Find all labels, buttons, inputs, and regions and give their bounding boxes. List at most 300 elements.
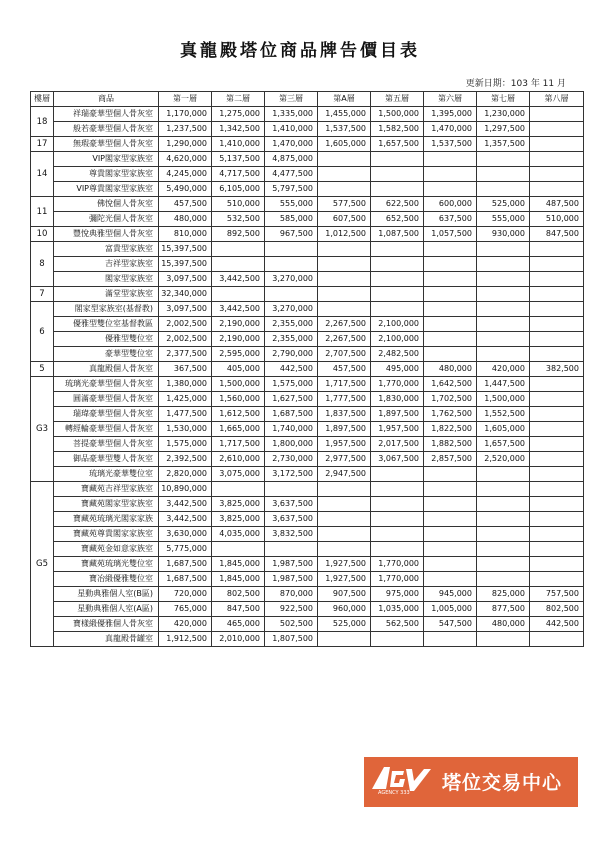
price-cell: 577,500	[318, 197, 371, 212]
price-cell	[371, 527, 424, 542]
price-cell: 3,442,500	[159, 497, 212, 512]
price-cell: 1,170,000	[159, 107, 212, 122]
logo-text: 塔位交易中心	[442, 772, 563, 794]
price-cell: 2,520,000	[477, 452, 530, 467]
price-cell	[424, 512, 477, 527]
price-cell: 480,000	[477, 617, 530, 632]
price-cell: 1,035,000	[371, 602, 424, 617]
price-cell: 562,500	[371, 617, 424, 632]
price-cell: 510,000	[212, 197, 265, 212]
price-cell: 2,267,500	[318, 317, 371, 332]
price-cell	[318, 512, 371, 527]
price-cell: 1,687,500	[159, 557, 212, 572]
price-cell: 1,837,500	[318, 407, 371, 422]
price-cell: 1,087,500	[371, 227, 424, 242]
price-cell: 1,357,500	[477, 137, 530, 152]
table-row	[31, 377, 584, 392]
price-cell: 532,500	[212, 212, 265, 227]
price-cell: 3,630,000	[159, 527, 212, 542]
price-cell: 1,957,500	[318, 437, 371, 452]
price-cell: 1,395,000	[424, 107, 477, 122]
price-cell: 3,442,500	[212, 302, 265, 317]
floor-cell: G3	[31, 377, 54, 482]
price-cell	[530, 272, 584, 287]
price-cell: 465,000	[212, 617, 265, 632]
price-cell	[477, 482, 530, 497]
price-cell	[530, 302, 584, 317]
price-cell: 420,000	[159, 617, 212, 632]
price-cell: 382,500	[530, 362, 584, 377]
price-cell: 1,897,500	[318, 422, 371, 437]
price-cell	[530, 572, 584, 587]
price-cell: 10,890,000	[159, 482, 212, 497]
price-cell	[371, 497, 424, 512]
price-cell	[424, 257, 477, 272]
price-cell	[424, 242, 477, 257]
price-cell	[530, 287, 584, 302]
product-name-cell: 滿堂型家族室	[54, 287, 159, 302]
price-cell: 637,500	[424, 212, 477, 227]
price-cell	[424, 182, 477, 197]
price-cell: 1,987,500	[265, 572, 318, 587]
price-cell: 802,500	[530, 602, 584, 617]
product-name-cell: 寶藏苑閣家型家族室	[54, 497, 159, 512]
price-cell: 6,105,000	[212, 182, 265, 197]
price-cell	[477, 272, 530, 287]
price-cell: 2,002,500	[159, 317, 212, 332]
price-cell	[212, 287, 265, 302]
header-level-2: 第二層	[212, 92, 265, 107]
product-name-cell: VIP尊貴閣家型家族室	[54, 182, 159, 197]
product-name-cell: 圓滿豪華型個人骨灰室	[54, 392, 159, 407]
price-cell: 1,335,000	[265, 107, 318, 122]
price-cell	[424, 272, 477, 287]
price-cell: 2,002,500	[159, 332, 212, 347]
table-row	[31, 257, 584, 272]
floor-cell: 11	[31, 197, 54, 227]
price-cell	[265, 287, 318, 302]
price-cell	[318, 152, 371, 167]
price-cell: 652,500	[371, 212, 424, 227]
price-cell: 1,575,000	[265, 377, 318, 392]
price-cell: 2,190,000	[212, 332, 265, 347]
product-name-cell: 般若豪華型個人骨灰室	[54, 122, 159, 137]
product-name-cell: 瑞瑋豪華型個人骨灰室	[54, 407, 159, 422]
price-cell: 1,770,000	[371, 572, 424, 587]
price-cell	[424, 152, 477, 167]
price-cell: 3,832,500	[265, 527, 318, 542]
price-cell: 1,500,000	[212, 377, 265, 392]
floor-cell: 7	[31, 287, 54, 302]
price-cell: 1,410,000	[212, 137, 265, 152]
price-cell: 622,500	[371, 197, 424, 212]
price-cell	[530, 422, 584, 437]
price-cell	[424, 332, 477, 347]
price-cell	[212, 242, 265, 257]
price-cell: 1,477,500	[159, 407, 212, 422]
header-floor: 樓層	[31, 92, 54, 107]
price-cell	[212, 482, 265, 497]
price-cell: 1,627,500	[265, 392, 318, 407]
price-cell	[424, 302, 477, 317]
price-cell: 870,000	[265, 587, 318, 602]
page-title: 真龍殿塔位商品牌告價目表	[180, 41, 420, 61]
price-cell: 1,500,000	[371, 107, 424, 122]
product-name-cell: 彌陀光個人骨灰室	[54, 212, 159, 227]
price-cell	[212, 542, 265, 557]
price-cell: 1,425,000	[159, 392, 212, 407]
price-cell: 2,100,000	[371, 332, 424, 347]
price-cell	[371, 632, 424, 647]
price-cell: 1,237,500	[159, 122, 212, 137]
price-cell: 1,957,500	[371, 422, 424, 437]
price-cell: 892,500	[212, 227, 265, 242]
price-cell	[530, 512, 584, 527]
price-cell: 1,702,500	[424, 392, 477, 407]
price-cell: 1,657,500	[371, 137, 424, 152]
price-cell	[477, 317, 530, 332]
price-cell	[424, 497, 477, 512]
price-cell: 480,000	[159, 212, 212, 227]
floor-cell: 5	[31, 362, 54, 377]
price-cell: 3,825,000	[212, 497, 265, 512]
price-cell: 2,482,500	[371, 347, 424, 362]
price-cell: 1,927,500	[318, 557, 371, 572]
price-cell: 1,537,500	[318, 122, 371, 137]
price-cell: 1,605,000	[318, 137, 371, 152]
price-cell: 3,172,500	[265, 467, 318, 482]
table-row	[31, 437, 584, 452]
price-cell	[530, 167, 584, 182]
price-cell: 420,000	[477, 362, 530, 377]
price-table	[30, 91, 584, 647]
price-cell	[477, 167, 530, 182]
price-cell: 442,500	[265, 362, 318, 377]
price-cell: 1,290,000	[159, 137, 212, 152]
price-cell	[318, 632, 371, 647]
price-cell: 3,097,500	[159, 302, 212, 317]
price-cell: 4,477,500	[265, 167, 318, 182]
table-row	[31, 632, 584, 647]
price-cell: 2,392,500	[159, 452, 212, 467]
price-cell: 1,927,500	[318, 572, 371, 587]
price-cell: 1,455,000	[318, 107, 371, 122]
price-cell: 547,500	[424, 617, 477, 632]
floor-cell: 6	[31, 302, 54, 362]
price-cell: 922,500	[265, 602, 318, 617]
price-cell: 1,530,000	[159, 422, 212, 437]
product-name-cell: 轉經輪豪華型個人骨灰室	[54, 422, 159, 437]
price-cell: 502,500	[265, 617, 318, 632]
product-name-cell: 真龍殿骨罐室	[54, 632, 159, 647]
price-cell: 585,000	[265, 212, 318, 227]
price-cell: 960,000	[318, 602, 371, 617]
price-cell: 1,657,500	[477, 437, 530, 452]
price-cell	[477, 332, 530, 347]
price-cell	[265, 242, 318, 257]
price-cell: 510,000	[530, 212, 584, 227]
price-cell: 2,947,500	[318, 467, 371, 482]
table-row	[31, 317, 584, 332]
price-cell	[371, 152, 424, 167]
price-cell: 967,500	[265, 227, 318, 242]
price-cell: 720,000	[159, 587, 212, 602]
price-cell: 847,500	[212, 602, 265, 617]
table-row	[31, 407, 584, 422]
price-cell: 1,380,000	[159, 377, 212, 392]
table-row	[31, 212, 584, 227]
price-cell	[530, 107, 584, 122]
table-row	[31, 197, 584, 212]
price-cell: 525,000	[477, 197, 530, 212]
price-cell	[477, 347, 530, 362]
price-cell	[530, 437, 584, 452]
price-cell: 442,500	[530, 617, 584, 632]
table-row	[31, 557, 584, 572]
price-cell	[477, 467, 530, 482]
price-cell	[424, 167, 477, 182]
price-cell	[371, 272, 424, 287]
price-cell: 1,057,500	[424, 227, 477, 242]
table-row	[31, 242, 584, 257]
price-cell	[530, 557, 584, 572]
price-cell	[477, 497, 530, 512]
price-cell: 1,807,500	[265, 632, 318, 647]
price-cell: 877,500	[477, 602, 530, 617]
price-cell: 2,010,000	[212, 632, 265, 647]
price-cell	[530, 527, 584, 542]
price-cell: 1,012,500	[318, 227, 371, 242]
price-cell: 487,500	[530, 197, 584, 212]
price-cell: 4,717,500	[212, 167, 265, 182]
price-cell	[371, 482, 424, 497]
price-cell: 1,717,500	[318, 377, 371, 392]
table-row	[31, 467, 584, 482]
price-cell: 2,017,500	[371, 437, 424, 452]
price-cell	[318, 287, 371, 302]
price-cell: 2,730,000	[265, 452, 318, 467]
table-row	[31, 422, 584, 437]
price-cell: 975,000	[371, 587, 424, 602]
price-cell: 2,190,000	[212, 317, 265, 332]
price-cell	[477, 557, 530, 572]
price-cell	[477, 287, 530, 302]
price-cell: 3,270,000	[265, 302, 318, 317]
product-name-cell: 佛悅個人骨灰室	[54, 197, 159, 212]
table-row	[31, 167, 584, 182]
price-cell: 405,000	[212, 362, 265, 377]
price-cell: 1,230,000	[477, 107, 530, 122]
product-name-cell: 寶藏苑琉璃光閣家家族	[54, 512, 159, 527]
price-cell: 600,000	[424, 197, 477, 212]
price-cell	[530, 347, 584, 362]
table-row	[31, 512, 584, 527]
price-cell: 525,000	[318, 617, 371, 632]
price-cell: 1,687,500	[159, 572, 212, 587]
product-name-cell: 寶藏苑金如意家族室	[54, 542, 159, 557]
price-cell	[318, 497, 371, 512]
price-cell	[530, 332, 584, 347]
price-cell	[424, 347, 477, 362]
price-cell: 2,595,000	[212, 347, 265, 362]
price-cell	[424, 527, 477, 542]
price-cell	[265, 482, 318, 497]
price-cell: 1,717,500	[212, 437, 265, 452]
price-cell: 495,000	[371, 362, 424, 377]
price-cell: 1,642,500	[424, 377, 477, 392]
price-cell	[371, 287, 424, 302]
price-cell: 2,267,500	[318, 332, 371, 347]
price-cell: 457,500	[159, 197, 212, 212]
price-cell: 2,100,000	[371, 317, 424, 332]
price-cell	[477, 542, 530, 557]
price-cell	[424, 467, 477, 482]
product-name-cell: 寶樣緞優雅個人骨灰室	[54, 617, 159, 632]
price-cell: 5,797,500	[265, 182, 318, 197]
price-cell: 930,000	[477, 227, 530, 242]
price-cell: 5,490,000	[159, 182, 212, 197]
price-table-body	[31, 107, 584, 647]
price-cell: 1,762,500	[424, 407, 477, 422]
floor-cell: 14	[31, 152, 54, 197]
price-cell: 1,770,000	[371, 377, 424, 392]
header-level-3: 第三層	[265, 92, 318, 107]
price-cell	[530, 482, 584, 497]
price-cell: 1,845,000	[212, 557, 265, 572]
update-date: 更新日期：103 年 11 月	[465, 79, 566, 89]
price-cell: 4,035,000	[212, 527, 265, 542]
table-row	[31, 332, 584, 347]
floor-cell: G5	[31, 482, 54, 647]
price-cell	[530, 632, 584, 647]
price-cell	[371, 242, 424, 257]
price-cell: 825,000	[477, 587, 530, 602]
table-row	[31, 227, 584, 242]
price-cell	[318, 527, 371, 542]
price-cell: 1,777,500	[318, 392, 371, 407]
price-cell: 945,000	[424, 587, 477, 602]
price-cell: 1,882,500	[424, 437, 477, 452]
price-cell	[477, 257, 530, 272]
table-row	[31, 182, 584, 197]
price-cell	[530, 317, 584, 332]
price-cell	[424, 542, 477, 557]
header-level-a: 第A層	[318, 92, 371, 107]
product-name-cell: 吉祥型家族室	[54, 257, 159, 272]
price-cell: 1,770,000	[371, 557, 424, 572]
price-cell	[477, 512, 530, 527]
price-cell: 1,800,000	[265, 437, 318, 452]
price-cell: 1,605,000	[477, 422, 530, 437]
table-row	[31, 572, 584, 587]
price-cell	[477, 152, 530, 167]
header-level-7: 第七層	[477, 92, 530, 107]
header-level-6: 第六層	[424, 92, 477, 107]
price-cell	[530, 407, 584, 422]
table-row	[31, 107, 584, 122]
table-row	[31, 302, 584, 317]
price-cell	[530, 452, 584, 467]
price-cell	[424, 557, 477, 572]
header-product: 商品	[54, 92, 159, 107]
price-cell	[530, 137, 584, 152]
product-name-cell: 優雅型雙位室基督教區	[54, 317, 159, 332]
price-cell	[530, 542, 584, 557]
price-cell: 1,500,000	[477, 392, 530, 407]
table-row	[31, 392, 584, 407]
price-cell: 555,000	[477, 212, 530, 227]
floor-cell: 8	[31, 242, 54, 287]
price-cell: 757,500	[530, 587, 584, 602]
price-cell	[477, 242, 530, 257]
price-cell: 367,500	[159, 362, 212, 377]
floor-cell: 17	[31, 137, 54, 152]
price-cell: 765,000	[159, 602, 212, 617]
price-cell	[530, 467, 584, 482]
price-cell: 480,000	[424, 362, 477, 377]
product-name-cell: 寶藏苑吉祥型家族室	[54, 482, 159, 497]
price-cell: 1,470,000	[265, 137, 318, 152]
product-name-cell: 閣家型家族室(基督教)	[54, 302, 159, 317]
price-cell: 1,552,500	[477, 407, 530, 422]
table-row	[31, 617, 584, 632]
price-cell	[424, 482, 477, 497]
price-cell: 1,342,500	[212, 122, 265, 137]
price-cell	[530, 392, 584, 407]
price-cell: 2,355,000	[265, 332, 318, 347]
price-cell	[318, 257, 371, 272]
price-cell: 1,822,500	[424, 422, 477, 437]
price-cell: 2,857,500	[424, 452, 477, 467]
table-row	[31, 527, 584, 542]
product-name-cell: 祥瑞豪華型個人骨灰室	[54, 107, 159, 122]
price-cell	[371, 167, 424, 182]
product-name-cell: 富貴型家族室	[54, 242, 159, 257]
price-cell	[424, 317, 477, 332]
price-cell: 2,977,500	[318, 452, 371, 467]
price-cell: 2,610,000	[212, 452, 265, 467]
price-cell: 3,825,000	[212, 512, 265, 527]
product-name-cell: 御品豪華型雙人骨灰室	[54, 452, 159, 467]
price-cell	[477, 527, 530, 542]
price-cell	[424, 632, 477, 647]
product-name-cell: 寶冶緞優雅雙位室	[54, 572, 159, 587]
table-row	[31, 152, 584, 167]
price-cell: 2,377,500	[159, 347, 212, 362]
price-cell: 2,790,000	[265, 347, 318, 362]
price-cell	[530, 377, 584, 392]
product-name-cell: 星動典雅個人室(B區)	[54, 587, 159, 602]
product-name-cell: VIP閣家型家族室	[54, 152, 159, 167]
price-cell	[318, 167, 371, 182]
product-name-cell: 豐悅典雅型個人骨灰室	[54, 227, 159, 242]
price-cell: 1,740,000	[265, 422, 318, 437]
price-cell: 3,067,500	[371, 452, 424, 467]
header-level-8: 第八層	[530, 92, 584, 107]
product-name-cell: 無瑕豪華型個人骨灰室	[54, 137, 159, 152]
price-cell	[265, 542, 318, 557]
table-row	[31, 497, 584, 512]
price-cell: 1,987,500	[265, 557, 318, 572]
price-cell: 3,637,500	[265, 497, 318, 512]
product-name-cell: 寶藏苑尊貴閣家家族室	[54, 527, 159, 542]
price-cell: 907,500	[318, 587, 371, 602]
price-cell: 1,275,000	[212, 107, 265, 122]
product-name-cell: 閣家型家族室	[54, 272, 159, 287]
price-cell: 2,707,500	[318, 347, 371, 362]
price-cell: 1,687,500	[265, 407, 318, 422]
table-row	[31, 587, 584, 602]
